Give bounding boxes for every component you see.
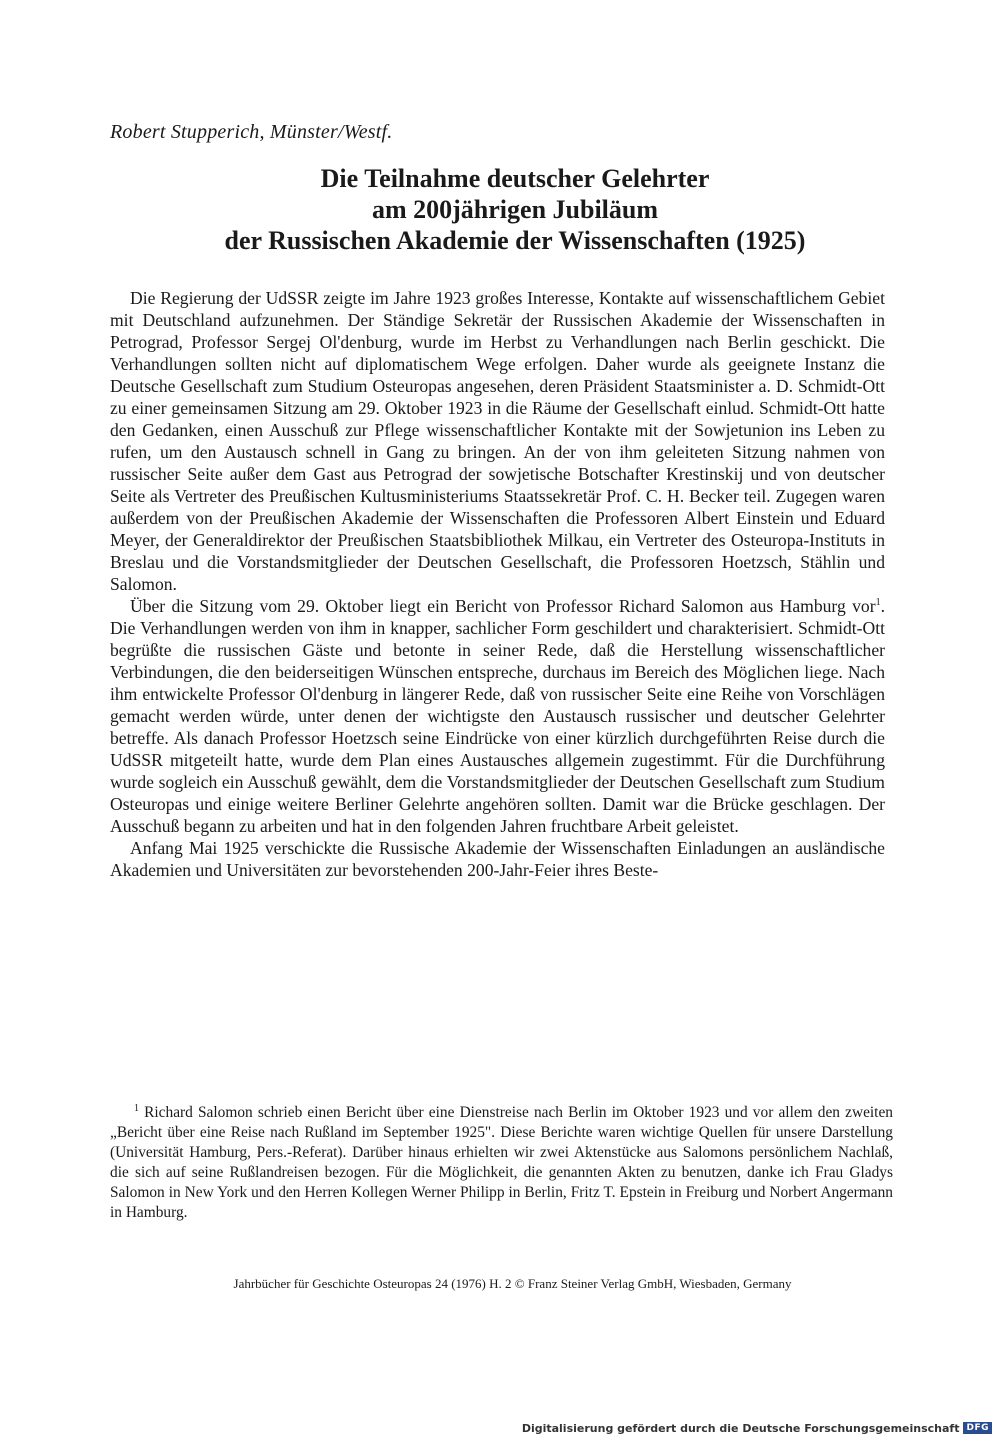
article-title [150,163,880,256]
article-body [110,287,885,881]
author-line: Robert Stupperich, Münster/Westf. [110,121,393,143]
dfg-funding-notice [522,1420,992,1436]
title-line-1: Die Teilnahme deutscher Gelehrter [320,164,710,193]
footnote-marker: 1 [134,1102,139,1114]
dfg-notice-text: Digitalisierung gefördert durch die Deutsche Forschungsgemeinschaft [521,1421,960,1435]
journal-citation: Jahrbücher für Geschichte Osteuropas 24 (1976) H. 2 © Franz Steiner Verlag GmbH, Wiesbaden, Germany [233,1276,792,1291]
footnote-text: Richard Salomon schrieb einen Bericht über eine Dienstreise nach Berlin im Oktober 1923 und vor allem den zweiten „Bericht über eine Reise nach Rußland im September 1925". Diese Berichte waren wichtige Quellen für unsere Darstellung (Universität Hamburg, Pers.-Referat). Darüber hinaus erhielten wir zwei Aktenstücke aus Salomons persönlichem Nachlaß, die sich auf seine Rußlandreisen bezogen. Für die Möglichkeit, die genannten Akten zu benutzen, danke ich Frau Gladys Salomon in New York und den Herren Kollegen Werner Philipp in Berlin, Fritz T. Epstein in Freiburg und Norbert Angermann in Hamburg. [110,1104,893,1221]
paragraph-3: Anfang Mai 1925 verschickte die Russische Akademie der Wissenschaften Einladungen an ausländische Akademien und Universitäten zur bevorstehenden 200-Jahr-Feier ihres Beste- [110,838,885,880]
title-line-3: der Russischen Akademie der Wissenschaften (1925) [224,226,806,255]
paragraph-2-part-2: . Die Verhandlungen werden von ihm in knapper, sachlicher Form geschildert und charakterisiert. Schmidt-Ott begrüßte die russischen Gäste und betonte in seiner Rede, daß die Herstellung wissenschaftlicher Verbindungen, die den beiderseitigen Wünschen entspreche, durchaus im Bereich des Möglichen liege. Nach ihm entwickelte Professor Ol'denburg in längerer Rede, daß von russischer Seite eine Reihe von Vorschlägen gemacht werden würde, unter denen der wichtigste den Austausch russischer und deutscher Gelehrter betreffe. Als danach Professor Hoetzsch seine Eindrücke von einer kürzlich durchgeführten Reise durch die UdSSR mitgeteilt hatte, wurde dem Plan eines Austausches allgemein zugestimmt. Für die Durchführung wurde sogleich ein Ausschuß gewählt, dem die Vorstandsmitglieder der Deutschen Gesellschaft zum Studium Osteuropas und einige weitere Berliner Gelehrte angehören sollten. Damit war die Brücke geschlagen. Der Ausschuß begann zu arbeiten und hat in den folgenden Jahren fruchtbare Arbeit geleistet. [110,596,885,836]
footnote-reference-1[interactable]: 1 [875,597,881,609]
paragraph-1: Die Regierung der UdSSR zeigte im Jahre 1923 großes Interesse, Kontakte auf wissenschaftlichem Gebiet mit Deutschland aufzunehmen. Der Ständige Sekretär der Russischen Akademie der Wissenschaften in Petrograd, Professor Sergej Ol'denburg, wurde im Herbst zu Verhandlungen nach Berlin geschickt. Die Verhandlungen sollten nicht auf diplomatischem Wege erfolgen. Daher wurde als geeignete Instanz die Deutsche Gesellschaft zum Studium Osteuropas angesehen, deren Präsident Staatsminister a. D. Schmidt-Ott zu einer gemeinsamen Sitzung am 29. Oktober 1923 in die Räume der Gesellschaft einlud. Schmidt-Ott hatte den Gedanken, einen Ausschuß zur Pflege wissenschaftlicher Kontakte mit der Sowjetunion ins Leben zu rufen, um den Austausch schnell in Gang zu bringen. An der von ihm geleiteten Sitzung nahmen von russischer Seite außer dem Gast aus Petrograd der sowjetische Botschafter Krestinskij und von deutscher Seite als Vertreter des Preußischen Kultusministeriums Staatssekretär Prof. C. H. Becker teil. Zugegen waren außerdem von der Preußischen Akademie der Wissenschaften die Professoren Albert Einstein und Eduard Meyer, der Generaldirektor der Preußischen Staatsbibliothek Milkau, ein Vertreter des Osteuropa-Instituts in Breslau und die Vorstandsmitglieder der Deutschen Gesellschaft, die Professoren Hoetzsch, Stählin und Salomon. [110,288,885,594]
paragraph-2-part-1: Über die Sitzung vom 29. Oktober liegt ein Bericht von Professor Richard Salomon aus Hamburg vor [130,596,876,616]
footnote-1 [110,1103,893,1223]
dfg-logo: DFG [963,1422,992,1434]
footnote [110,1103,893,1223]
title-line-2: am 200jährigen Jubiläum [371,195,659,224]
paragraph-2 [110,595,885,837]
